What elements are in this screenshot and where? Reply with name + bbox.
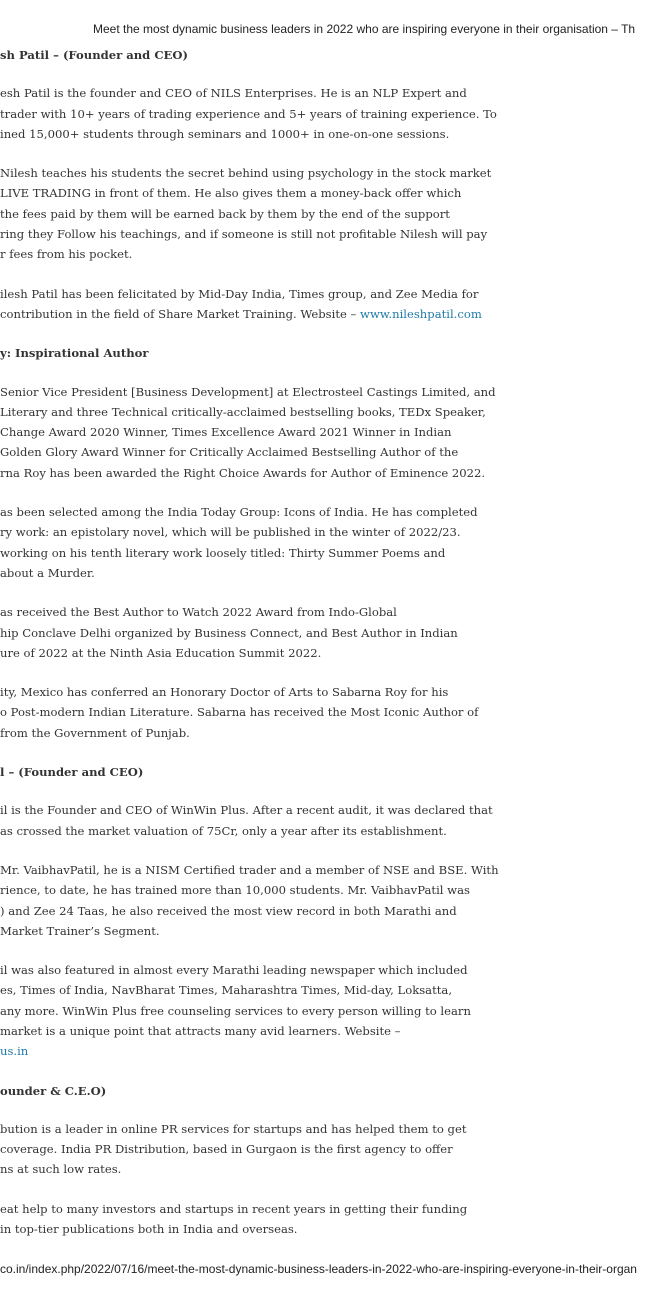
paragraph-sabarna-intro	[0, 382, 496, 483]
text-line: rna Roy has been awarded the Right Choice Awards for Author of Eminence 2022.	[0, 465, 486, 480]
paragraph-sabarna-honorary	[0, 682, 490, 743]
text-line: es, Times of India, NavBharat Times, Maharashtra Times, Mid-day, Loksatta,	[0, 983, 453, 998]
text-line	[0, 1041, 490, 1061]
text-line: esh Patil is the founder and CEO of NILS Enterprises. He is an NLP Expert and	[0, 86, 467, 101]
section-heading-vaibhav-patil: l – (Founder and CEO)	[0, 765, 144, 780]
text-line: eat help to many investors and startups in recent years in getting their funding	[0, 1201, 468, 1216]
text-line: as received the Best Author to Watch 2022 Award from Indo-Global	[0, 605, 397, 620]
paragraph-sabarna-icons	[0, 502, 490, 583]
nilesh-website-link[interactable]: www.nileshpatil.com	[360, 306, 482, 321]
text-line: Nilesh teaches his students the secret behind using psychology in the stock market	[0, 166, 492, 181]
text-line: ns at such low rates.	[0, 1162, 122, 1177]
paragraph-prdist-intro	[0, 1119, 490, 1180]
text-line: ined 15,000+ students through seminars and 1000+ in one-on-one sessions.	[0, 126, 450, 141]
text-line: in top-tier publications both in India and overseas.	[0, 1222, 298, 1237]
text-line: the fees paid by them will be earned back by them by the end of the support	[0, 206, 450, 221]
section-heading-pr-distribution: ounder & C.E.O)	[0, 1083, 107, 1098]
text-line: hip Conclave Delhi organized by Business Connect, and Best Author in Indian	[0, 625, 458, 640]
text-line: Mr. VaibhavPatil, he is a NISM Certified trader and a member of NSE and BSE. With	[0, 862, 499, 877]
text-line: rience, to date, he has trained more than 10,000 students. Mr. VaibhavPatil was	[0, 883, 470, 898]
text-line: any more. WinWin Plus free counseling services to every person willing to learn	[0, 1003, 471, 1018]
text-line-prefix: contribution in the field of Share Market Training. Website –	[0, 306, 361, 321]
text-line: bution is a leader in online PR services for startups and has helped them to get	[0, 1121, 467, 1136]
text-line	[0, 304, 490, 324]
paragraph-vaibhav-trainer	[0, 860, 499, 941]
text-line: il was also featured in almost every Marathi leading newspaper which included	[0, 963, 468, 978]
text-line: ) and Zee 24 Taas, he also received the most view record in both Marathi and	[0, 903, 457, 918]
text-line: ure of 2022 at the Ninth Asia Education Summit 2022.	[0, 645, 322, 660]
text-line: coverage. India PR Distribution, based in Gurgaon is the first agency to offer	[0, 1142, 453, 1157]
text-line: ry work: an epistolary novel, which will be published in the winter of 2022/23.	[0, 525, 461, 540]
print-header-title: Meet the most dynamic business leaders in 2022 who are inspiring everyone in their organisation – Th	[93, 22, 636, 36]
section-heading-nilesh-patil: sh Patil – (Founder and CEO)	[0, 48, 188, 62]
text-line: il is the Founder and CEO of WinWin Plus. After a recent audit, it was declared that	[0, 803, 493, 818]
text-line: ilesh Patil has been felicitated by Mid-Day India, Times group, and Zee Media for	[0, 286, 479, 301]
paragraph-nilesh-teaching	[0, 163, 490, 264]
paragraph-vaibhav-featured	[0, 960, 490, 1061]
text-line: Senior Vice President [Business Development] at Electrosteel Castings Limited, and	[0, 384, 496, 399]
text-line: from the Government of Punjab.	[0, 725, 190, 740]
text-line: ity, Mexico has conferred an Honorary Doctor of Arts to Sabarna Roy for his	[0, 685, 449, 700]
text-line: Change Award 2020 Winner, Times Excellence Award 2021 Winner in Indian	[0, 425, 452, 440]
winwin-website-link[interactable]: us.in	[0, 1044, 29, 1059]
text-line: Golden Glory Award Winner for Critically Acclaimed Bestselling Author of the	[0, 445, 459, 460]
text-line: market is a unique point that attracts many avid learners. Website –	[0, 1023, 401, 1038]
text-line: r fees from his pocket.	[0, 247, 133, 262]
text-line: LIVE TRADING in front of them. He also gives them a money-back offer which	[0, 186, 462, 201]
paragraph-vaibhav-intro	[0, 800, 493, 841]
section-heading-sabarna-roy: y: Inspirational Author	[0, 346, 149, 361]
article-body	[0, 45, 499, 1239]
text-line: as crossed the market valuation of 75Cr, only a year after its establishment.	[0, 823, 447, 838]
paragraph-nilesh-intro	[0, 83, 497, 144]
paragraph-sabarna-best-author	[0, 602, 490, 663]
text-line: Literary and three Technical critically-acclaimed bestselling books, TEDx Speaker,	[0, 404, 486, 419]
text-line: working on his tenth literary work loosely titled: Thirty Summer Poems and	[0, 545, 446, 560]
text-line: Market Trainer’s Segment.	[0, 923, 160, 938]
text-line: as been selected among the India Today Group: Icons of India. He has completed	[0, 505, 478, 520]
print-footer-url: co.in/index.php/2022/07/16/meet-the-most-dynamic-business-leaders-in-2022-who-are-inspiring-everyone-in-their-organ	[0, 1262, 637, 1276]
text-line: trader with 10+ years of trading experience and 5+ years of training experience. To	[0, 106, 497, 121]
text-line: o Post-modern Indian Literature. Sabarna has received the Most Iconic Author of	[0, 705, 479, 720]
text-line: ring they Follow his teachings, and if someone is still not profitable Nilesh will pay	[0, 227, 488, 242]
paragraph-nilesh-awards	[0, 284, 490, 325]
text-line: about a Murder.	[0, 565, 95, 580]
paragraph-prdist-help	[0, 1199, 490, 1240]
